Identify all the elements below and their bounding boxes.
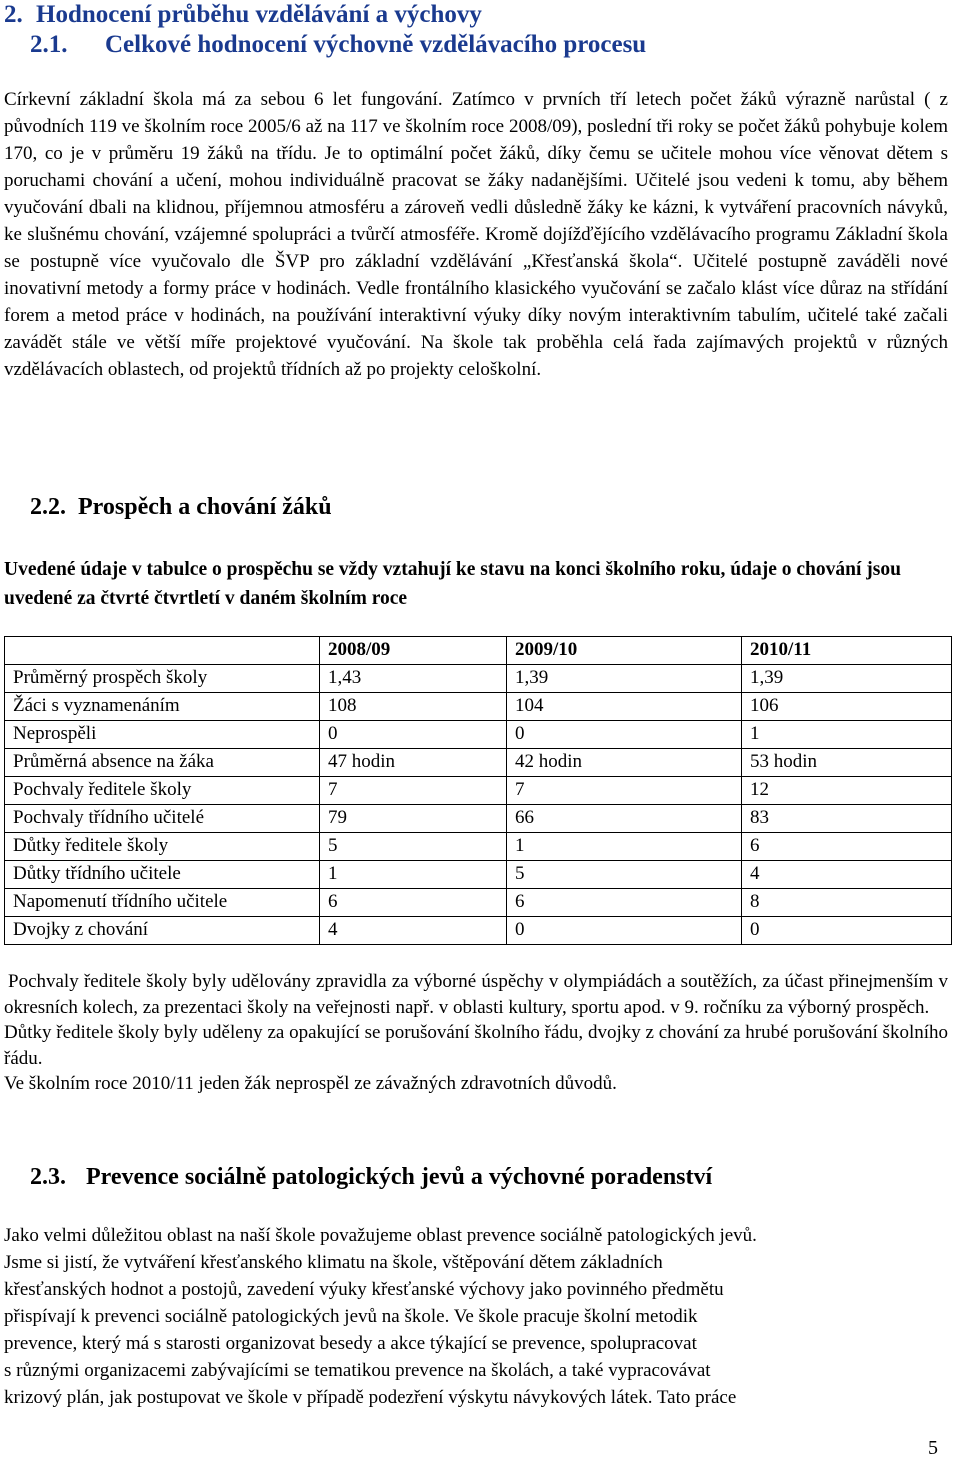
table-intro: Uvedené údaje v tabulce o prospěchu se vždy vztahují ke stavu na konci školního roku, údaje o chování jsou uvedené za čtvrté čtvrtletí v daném školním roce: [4, 559, 901, 609]
value-cell: 5: [320, 833, 507, 861]
table-row: [5, 833, 952, 861]
section-2-2-number: 2.2.: [30, 494, 66, 520]
row-label-cell: Průměrný prospěch školy: [5, 665, 320, 693]
table-header-row: [5, 637, 952, 665]
row-label-cell: Dvojky z chování: [5, 917, 320, 945]
text-line: s různými organizacemi zabývajícími se tematikou prevence na školách, a také vypracovávat: [4, 1360, 711, 1381]
value-cell: 4: [742, 861, 952, 889]
value-cell: 0: [507, 721, 742, 749]
text-line: přispívají k prevenci sociálně patologických jevů na škole. Ve škole pracuje školní metodik: [4, 1306, 698, 1327]
value-cell: 7: [320, 777, 507, 805]
value-cell: 0: [742, 917, 952, 945]
table-row: [5, 721, 952, 749]
text-line: prevence, který má s starosti organizovat besedy a akce týkající se prevence, spolupracovat: [4, 1333, 697, 1354]
value-cell: 6: [742, 833, 952, 861]
row-label-cell: Neprospěli: [5, 721, 320, 749]
table-header-cell: 2009/10: [507, 637, 742, 665]
note-paragraph: Důtky ředitele školy byly uděleny za opakující se porušování školního řádu, dvojky z chování za hrubé porušování školního řádu.: [4, 1022, 948, 1069]
value-cell: 8: [742, 889, 952, 917]
section-2-1-title: Celkové hodnocení výchovně vzdělávacího procesu: [105, 31, 647, 58]
section-2-title: Hodnocení průběhu vzdělávání a výchovy: [36, 1, 482, 28]
value-cell: 83: [742, 805, 952, 833]
section-2-2-notes: [4, 969, 948, 1097]
table-header-cell: [5, 637, 320, 665]
row-label-cell: Důtky ředitele školy: [5, 833, 320, 861]
value-cell: 5: [507, 861, 742, 889]
section-2-2-title: Prospěch a chování žáků: [78, 494, 332, 520]
section-2-1-heading: [30, 30, 646, 60]
value-cell: 108: [320, 693, 507, 721]
section-2-number: 2.: [4, 1, 23, 28]
text-line: Jako velmi důležitou oblast na naší škole považujeme oblast prevence sociálně patologických jevů.: [4, 1225, 757, 1246]
section-2-2-heading: [30, 492, 332, 522]
table-row: [5, 889, 952, 917]
value-cell: 53 hodin: [742, 749, 952, 777]
section-2-3-title: Prevence sociálně patologických jevů a výchovné poradenství: [86, 1164, 713, 1190]
text-line: křesťanských hodnot a postojů, zavedení výuky křesťanské výchovy jako povinného předmětu: [4, 1279, 724, 1300]
value-cell: 42 hodin: [507, 749, 742, 777]
table-row: [5, 665, 952, 693]
text-line: Jsme si jistí, že vytváření křesťanského klimatu na škole, vštěpování dětem základních: [4, 1252, 663, 1273]
value-cell: 66: [507, 805, 742, 833]
value-cell: 4: [320, 917, 507, 945]
row-label-cell: Žáci s vyznamenáním: [5, 693, 320, 721]
value-cell: 104: [507, 693, 742, 721]
value-cell: 12: [742, 777, 952, 805]
section-2-1-paragraph: Církevní základní škola má za sebou 6 let fungování. Zatímco v prvních tří letech počet žáků výrazně narůstal ( z původních 119 ve školním roce 2005/6 až na 117 ve školním roce 2008/09), poslední tři roky se počet žáků pohybuje kolem 170, co je v průměru 19 žáků na třídu. Je to optimální počet žáků, díky čemu se učitele mohou více věnovat dětem s poruchami chování a učení, mohou individuálně pracovat se žáky nadanějšími. Učitelé jsou vedeni k tomu, aby během vyučování dbali na klidnou, příjemnou atmosféru a zároveň vedli důsledně žáky ke kázni, k vytváření pracovních návyků, ke slušnému chování, vzájemné spolupráci a tvůrčí atmosféře. Kromě dojížďějícího vzdělávacího programu Základní škola se postupně více vyučovalo dle ŠVP pro základní vzdělávání „Křesťanská škola“. Učitelé postupně zaváděli nové inovativní metody a formy práce v hodinách. Vedle frontálního klasického vyučování se začalo klást více důraz na střídání forem a metod práce v hodinách, na používání interaktivní výuky díky novým interaktivním tabulím, učitelé také začali zavádět stále ve větší míře projektové vyučování. Na škole tak proběhla celá řada zajímavých projektů v různých vzdělávacích oblastech, od projektů třídních až po projekty celoškolní.: [4, 89, 948, 380]
value-cell: 6: [320, 889, 507, 917]
table-row: [5, 749, 952, 777]
table-row: [5, 777, 952, 805]
row-label-cell: Průměrná absence na žáka: [5, 749, 320, 777]
section-2-3-heading: [30, 1162, 712, 1192]
value-cell: 1,39: [507, 665, 742, 693]
section-2-3-number: 2.3.: [30, 1164, 66, 1190]
value-cell: 1: [507, 833, 742, 861]
table-row: [5, 861, 952, 889]
text-line: krizový plán, jak postupovat ve škole v případě podezření výskytu návykových látek. Tato práce: [4, 1387, 737, 1408]
value-cell: 1,43: [320, 665, 507, 693]
row-label-cell: Důtky třídního učitele: [5, 861, 320, 889]
value-cell: 79: [320, 805, 507, 833]
section-2-3-paragraph: [4, 1222, 948, 1411]
value-cell: 106: [742, 693, 952, 721]
value-cell: 1,39: [742, 665, 952, 693]
row-label-cell: Pochvaly ředitele školy: [5, 777, 320, 805]
note-paragraph: Ve školním roce 2010/11 jeden žák neprospěl ze závažných zdravotních důvodů.: [4, 1073, 617, 1094]
value-cell: 47 hodin: [320, 749, 507, 777]
table-header-cell: 2010/11: [742, 637, 952, 665]
section-2-1-number: 2.1.: [30, 31, 68, 58]
table-row: [5, 805, 952, 833]
value-cell: 1: [742, 721, 952, 749]
value-cell: 7: [507, 777, 742, 805]
row-label-cell: Napomenutí třídního učitele: [5, 889, 320, 917]
section-2-heading: [4, 0, 482, 30]
value-cell: 0: [320, 721, 507, 749]
value-cell: 0: [507, 917, 742, 945]
results-table: [4, 636, 952, 945]
row-label-cell: Pochvaly třídního učitelé: [5, 805, 320, 833]
table-row: [5, 917, 952, 945]
table-header-cell: 2008/09: [320, 637, 507, 665]
note-paragraph: Pochvaly ředitele školy byly udělovány zpravidla za výborné úspěchy v olympiádách a soutěžích, za účast přinejmenším v okresních kolech, za prezentaci školy na veřejnosti např. v oblasti kultury, sportu apod. v 9. ročníku za výborný prospěch.: [4, 971, 948, 1018]
table-row: [5, 693, 952, 721]
page-number: 5: [928, 1437, 938, 1459]
value-cell: 1: [320, 861, 507, 889]
value-cell: 6: [507, 889, 742, 917]
